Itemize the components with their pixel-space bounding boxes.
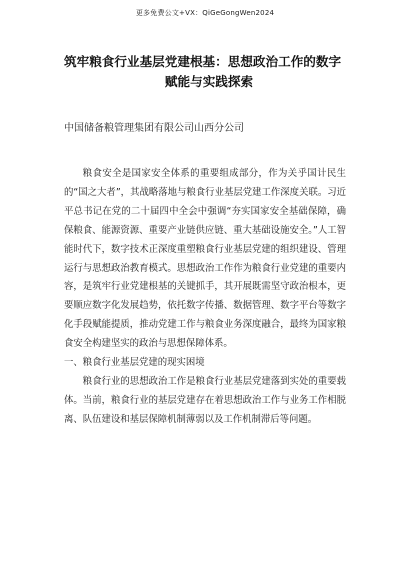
organization-name: 中国储备粮管理集团有限公司山西分公司 bbox=[64, 123, 244, 134]
document-title bbox=[64, 52, 354, 92]
section-heading: 一、粮食行业基层党建的现实困境 bbox=[64, 357, 205, 369]
body-paragraph: 粮食安全是国家安全体系的重要组成部分，作为关乎国计民生的“国之大者”，其战略落地与粮食行业基层党建工作深度关联。习近平总书记在党的二十届四中全会中强调“夯实国家安全基础保障，确保粮食、能源资源、重要产业链供应链、重大基础设施安全。”人工智能时代下，数字技术正深度重塑粮食行业基层党建的组织建设、管理运行与思想政治教育模式。思想政治工作作为粮食行业党建的重要内容，是筑牢行业党建根基的关键抓手，其开展既需坚守政治根本，更要顺应数字化发展趋势，依托数字传播、数据管理、数字平台等数字化手段赋能提质，推动党建工作与粮食业务深度融合，最终为国家粮食安全构建坚实的政治与思想保障体系。 bbox=[64, 168, 346, 350]
title-line-1: 筑牢粮食行业基层党建根基：思想政治工作的数字 bbox=[64, 54, 342, 69]
header-note: 更多免费公文+VX：QiGeGongWen2024 bbox=[135, 9, 275, 17]
title-line-2: 赋能与实践探索 bbox=[164, 74, 254, 89]
document-body bbox=[64, 165, 346, 430]
section-paragraph: 粮食行业的思想政治工作是粮食行业基层党建落到实处的重要载体。当前，粮食行业的基层党建存在着思想政治工作与业务工作相脱离、队伍建设和基层保障机制薄弱以及工作机制滞后等问题。 bbox=[64, 375, 346, 425]
